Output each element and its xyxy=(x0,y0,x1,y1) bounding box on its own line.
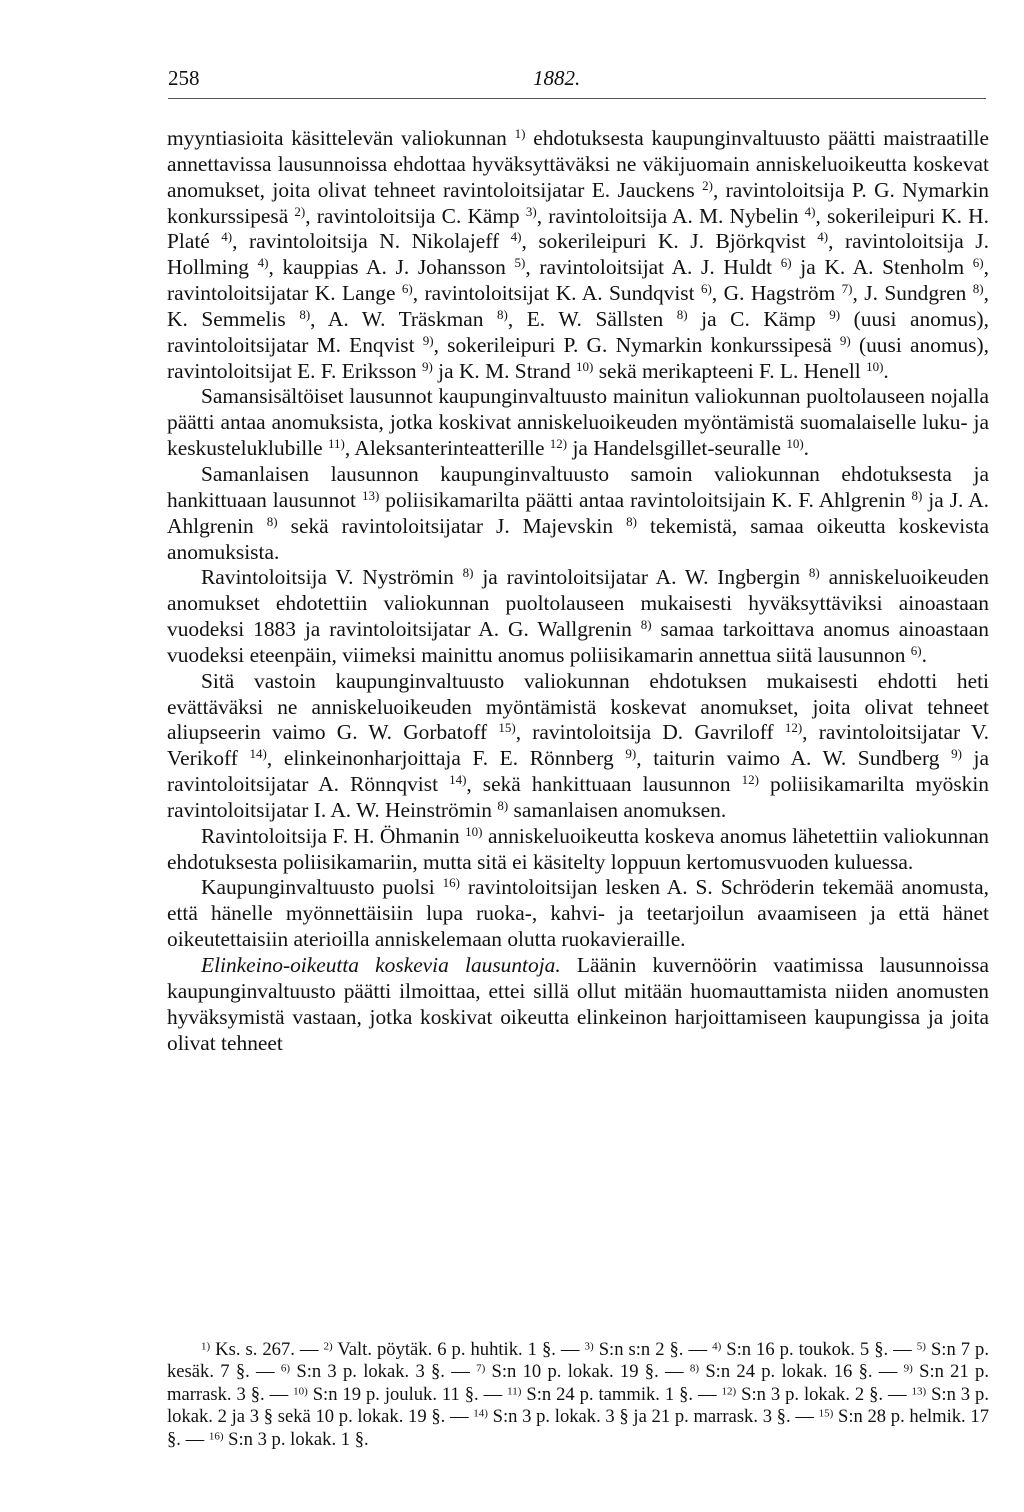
text-run: , ravintoloitsija C. Kämp xyxy=(305,203,526,228)
text-run: , A. W. Träskman xyxy=(310,306,497,331)
text-run: ja C. Kämp xyxy=(687,306,830,331)
footnote-marker: 2) xyxy=(323,1340,333,1353)
text-run: sekä merikapteeni F. L. Henell xyxy=(593,358,867,383)
text-run: S:n s:n 2 §. — xyxy=(593,1339,713,1360)
footnote-marker: 12) xyxy=(741,771,759,787)
footnote-marker: 10) xyxy=(293,1385,308,1398)
text-run: ja K. M. Strand xyxy=(432,358,576,383)
footnote-marker: 7) xyxy=(476,1362,486,1375)
text-run: samaa tarkoittava anomus ainoastaan vuodeksi eteenpäin, viimeksi mainittu anomus poliisikamarin annettua siitä lausunnon xyxy=(167,617,989,667)
footnote-marker: 4) xyxy=(257,255,269,271)
text-run: , ravintoloitsija P. G. Nymarkin konkurssipesä xyxy=(167,177,989,228)
text-run: , kauppias A. J. Johansson xyxy=(268,255,515,280)
text-run: Samanlaisen lausunnon kaupunginvaltuusto samoin valiokunnan ehdotuksesta ja hankittuaan lausunnot xyxy=(167,461,989,512)
text-run: . xyxy=(921,642,927,667)
footnote-marker: 15) xyxy=(498,720,516,736)
text-run: poliisikamarilta myöskin ravintoloitsijatar I. A. W. Heinströmin xyxy=(167,772,990,822)
text-run: , ravintoloitsija J. Hollming xyxy=(167,229,989,280)
footnote-marker: 3) xyxy=(525,203,537,219)
text-run: S:n 3 p. lokak. 2 §. — xyxy=(736,1383,912,1405)
footnote-marker: 1) xyxy=(514,125,526,141)
footnote-marker: 8) xyxy=(497,797,509,813)
footnote-marker: 15) xyxy=(818,1407,834,1420)
footnote-marker: 6) xyxy=(280,1362,291,1375)
text-run: Ks. s. 267. — xyxy=(210,1339,324,1360)
footnote-marker: 12) xyxy=(721,1385,737,1398)
text-run: myyntiasioita käsittelevän valiokunnan xyxy=(167,126,515,150)
footnote-marker: 8) xyxy=(299,306,311,322)
text-run: Sitä vastoin kaupunginvaltuusto valiokunnan ehdotuksen mukaisesti ehdotti heti evättäväksi ne anniskeluoikeuden myöntämistä koskevat anomukset, joita olivat tehneet aliupseerin vaimo G. W. Gorbatoff xyxy=(167,668,989,745)
footnote-marker: 11) xyxy=(328,435,345,451)
page-header xyxy=(168,64,988,96)
footnote-marker: 9) xyxy=(422,332,434,348)
text-run: S:n 3 p. lokak. 1 §. xyxy=(223,1428,369,1450)
text-run: , sekä hankittuaan lausunnon xyxy=(466,772,742,797)
footnote-marker: 14) xyxy=(473,1407,488,1420)
italic-heading: Elinkeino-oikeutta koskevia lausuntoja. xyxy=(201,953,561,977)
text-run: anniskeluoikeuden anomukset ehdotettiin valiokunnan puoltolauseen mukaisesti hyväksyttäviksi ainoastaan vuodeksi 1883 ja ravintoloitsijatar A. G. Wallgrenin xyxy=(167,565,989,642)
text-run: (uusi anomus), ravintoloitsijatar M. Enqvist xyxy=(167,306,989,357)
paragraph xyxy=(167,462,989,565)
text-run: ravintoloitsijan lesken A. S. Schröderin tekemää anomusta, että hänelle myönnettäisiin lupa ruoka-, kahvi- ja teetarjoilun avaamiseen ja että hänet oikeutettaisiin aterioilla anniskelemaan olutta ruokavieraille. xyxy=(167,875,989,952)
text-run: , sokerileipuri P. G. Nymarkin konkurssipesä xyxy=(433,332,840,357)
footnote-marker: 13) xyxy=(361,487,380,503)
text-run: , E. W. Sällsten xyxy=(507,306,677,331)
footnote-marker: 8) xyxy=(626,513,637,529)
footnote-marker: 3) xyxy=(584,1340,594,1353)
footnote-marker: 1) xyxy=(201,1340,211,1353)
text-run: , ravintoloitsijat A. J. Huldt xyxy=(525,255,781,280)
text-run: , ravintoloitsijatar K. Lange xyxy=(167,255,989,306)
footnote-marker: 6) xyxy=(910,642,922,658)
text-run: S:n 3 p. lokak. 3 §. — xyxy=(290,1361,477,1383)
text-run: S:n 7 p. kesäk. 7 §. — xyxy=(167,1339,989,1383)
page-number: 258 xyxy=(168,66,200,90)
text-run: anniskeluoikeutta koskeva anomus lähetettiin valiokunnan ehdotuksesta poliisikamariin, mutta sitä ei käsitelty loppuun kertomusvuoden kuluessa. xyxy=(167,823,989,874)
paragraph xyxy=(167,384,989,462)
text-run: , Aleksanterinteatterille xyxy=(344,436,550,461)
main-text xyxy=(167,126,989,1056)
text-run: , ravintoloitsijat K. A. Sundqvist xyxy=(412,281,701,306)
footnote-marker: 11) xyxy=(507,1385,522,1398)
text-run: Samansisältöiset lausunnot kaupunginvaltuusto mainitun valiokunnan puoltolauseen nojalla päätti antaa anomuksista, jotka koskivat anniskeluoikeuden myöntämistä suomalaiselle luku- ja keskusteluklubille xyxy=(167,384,989,461)
header-rule xyxy=(168,98,986,99)
text-run: ja Handelsgillet-seuralle xyxy=(567,436,787,461)
footnote-marker: 10) xyxy=(786,435,804,451)
footnotes xyxy=(167,1339,989,1451)
text-run: , K. Semmelis xyxy=(167,281,989,331)
footnote-marker: 7) xyxy=(841,280,853,296)
footnote-marker: 14) xyxy=(449,771,467,787)
text-run: S:n 24 p. lokak. 16 §. — xyxy=(699,1361,904,1383)
text-run: S:n 3 p. lokak. 3 § ja 21 p. marrask. 3 §. — xyxy=(487,1406,819,1428)
footnote-marker: 4) xyxy=(804,203,816,219)
footnote-marker: 6) xyxy=(972,255,984,271)
text-run: S:n 10 p. lokak. 19 §. — xyxy=(485,1361,690,1383)
footnote-marker: 6) xyxy=(401,280,413,296)
text-run: S:n 19 p. jouluk. 11 §. — xyxy=(307,1383,508,1405)
footnote-marker: 2) xyxy=(294,203,306,219)
footnote-marker: 8) xyxy=(808,565,820,581)
footnote-marker: 8) xyxy=(640,616,652,632)
footnote-marker: 8) xyxy=(462,565,474,581)
text-run: S:n 24 p. tammik. 1 §. — xyxy=(521,1383,722,1405)
text-run: , G. Hagström xyxy=(711,281,842,306)
footnote-marker: 8) xyxy=(972,280,984,296)
text-run: , ravintoloitsijatar V. Verikoff xyxy=(167,720,989,771)
footnote-marker: 8) xyxy=(689,1362,700,1375)
text-run: tekemistä, samaa oikeutta koskevista anomuksista. xyxy=(167,513,989,564)
footnote-marker: 10) xyxy=(465,823,483,839)
text-run: , ravintoloitsija A. M. Nybelin xyxy=(536,203,805,228)
text-run: Valt. pöytäk. 6 p. huhtik. 1 §. — xyxy=(332,1339,585,1360)
text-run: S:n 16 p. toukok. 5 §. — xyxy=(721,1339,917,1360)
footnote-marker: 6) xyxy=(701,280,712,296)
footnote-marker: 2) xyxy=(702,177,713,193)
paragraph xyxy=(167,824,989,876)
text-run: (uusi anomus), ravintoloitsijat E. F. Eriksson xyxy=(167,332,989,383)
footnote-marker: 5) xyxy=(916,1340,926,1353)
text-run: Ravintoloitsija V. Nyströmin xyxy=(201,565,463,590)
paragraph xyxy=(167,126,989,384)
footnote-marker: 9) xyxy=(421,358,433,374)
footnote-marker: 6) xyxy=(780,255,792,271)
text-run: , ravintoloitsija N. Nikolajeff xyxy=(232,229,511,254)
footnote-marker: 4) xyxy=(712,1340,722,1353)
footnote-marker: 16) xyxy=(208,1430,224,1443)
text-run: S:n 28 p. helmik. 17 §. — xyxy=(167,1406,989,1450)
text-run: , ravintoloitsija D. Gavriloff xyxy=(515,720,785,745)
paragraph xyxy=(167,669,989,824)
text-run: , sokerileipuri K. J. Björkqvist xyxy=(521,229,818,254)
text-run: ehdotuksesta kaupunginvaltuusto päätti maistraatille annettavissa lausunnoissa ehdottaa hyväksyttäväksi ne väkijuomain anniskeluoikeutta koskevat anomukset, joita olivat tehneet ravintoloitsijatar E. Jauckens xyxy=(167,126,989,202)
text-run: S:n 3 p. lokak. 2 ja 3 § sekä 10 p. lokak. 19 §. — xyxy=(167,1383,989,1428)
text-run: , taiturin vaimo A. W. Sundberg xyxy=(636,746,952,771)
footnote-marker: 12) xyxy=(549,435,568,451)
footnote-marker: 9) xyxy=(839,332,851,348)
text-run: ja J. A. Ahlgrenin xyxy=(167,487,989,538)
footnote-marker: 5) xyxy=(514,255,526,271)
footnote-paragraph xyxy=(167,1339,989,1451)
paragraph xyxy=(167,953,989,1056)
footnote-marker: 9) xyxy=(829,306,841,322)
text-run: Ravintoloitsija F. H. Öhmanin xyxy=(201,823,466,848)
footnote-marker: 9) xyxy=(625,746,637,762)
footnote-marker: 16) xyxy=(442,875,460,891)
text-run: . xyxy=(883,358,889,383)
text-run: Kaupunginvaltuusto puolsi xyxy=(201,875,443,900)
footnote-marker: 12) xyxy=(784,720,803,736)
text-run: ja K. A. Stenholm xyxy=(791,255,973,280)
text-run: ja ravintoloitsijatar A. Rönnqvist xyxy=(167,746,989,797)
footnote-marker: 9) xyxy=(951,746,962,762)
paragraph xyxy=(167,875,989,953)
text-run: , elinkeinonharjoittaja F. E. Rönnberg xyxy=(266,746,626,771)
text-run: samanlaisen anomuksen. xyxy=(508,797,727,822)
running-header-year: 1882. xyxy=(533,66,581,90)
text-run: . xyxy=(803,436,810,461)
footnote-marker: 10) xyxy=(866,358,884,374)
footnote-marker: 8) xyxy=(676,306,688,322)
footnote-marker: 10) xyxy=(576,358,594,374)
footnote-marker: 8) xyxy=(911,487,923,503)
footnote-marker: 9) xyxy=(903,1362,913,1375)
paragraph xyxy=(167,565,989,668)
text-run: sekä ravintoloitsijatar J. Majevskin xyxy=(277,513,627,538)
footnote-marker: 8) xyxy=(266,513,278,529)
text-run: , sokerileipuri K. H. Platé xyxy=(167,203,989,254)
footnote-marker: 4) xyxy=(817,229,829,245)
text-run: ja ravintoloitsijatar A. W. Ingbergin xyxy=(473,565,809,590)
footnote-marker: 8) xyxy=(496,306,508,322)
text-run: Läänin kuvernöörin vaatimissa lausunnoissa kaupunginvaltuusto päätti ilmoittaa, ettei sillä ollut mitään huomauttamista niiden anomusten hyväksymistä vastaan, jotka koskivat oikeutta elinkeinon harjoittamiseen kaupungissa ja joita olivat tehneet xyxy=(167,953,989,1055)
footnote-marker: 14) xyxy=(249,746,267,762)
footnote-marker: 13) xyxy=(911,1385,927,1398)
footnote-marker: 4) xyxy=(510,229,522,245)
text-run: poliisikamarilta päätti antaa ravintoloitsijain K. F. Ahlgrenin xyxy=(379,487,912,512)
text-run: , J. Sundgren xyxy=(852,281,973,306)
text-run: S:n 21 p. marrask. 3 §. — xyxy=(167,1361,989,1405)
footnote-marker: 4) xyxy=(221,229,233,245)
